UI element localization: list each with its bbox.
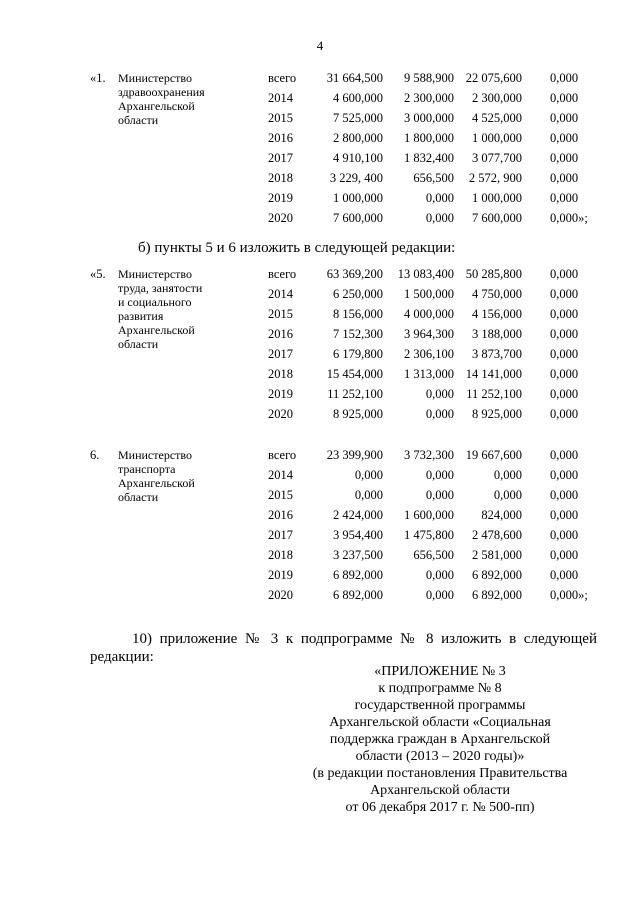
table-row: «1. Министерство здравоохранения Архангельской области всего 31 664,500 9 588,900 22 075,600 0,000 bbox=[0, 68, 640, 88]
table-row: 2018 3 237,500 656,500 2 581,000 0,000 bbox=[268, 548, 579, 562]
paragraph-10: 10) приложение № 3 к подпрограмме № 8 изложить в следующей редакции: bbox=[90, 631, 597, 665]
table-row: 2020 8 925,000 0,000 8 925,000 0,000 bbox=[268, 407, 579, 421]
table-row: 6. Министерство транспорта Архангельской области всего 23 399,900 3 732,300 19 667,600 0,000 bbox=[0, 445, 640, 465]
table-row: 2015 8 156,000 4 000,000 4 156,000 0,000 bbox=[268, 307, 579, 321]
table-row: 2019 1 000,000 0,000 1 000,000 0,000 bbox=[268, 191, 579, 205]
table-row: 2020 7 600,000 0,000 7 600,000 0,000»; bbox=[268, 211, 588, 225]
table-row: 2014 0,000 0,000 0,000 0,000 bbox=[268, 468, 579, 482]
table-row: «5. Министерство труда, занятости и социального развития Архангельской области всего 63 369,200 13 083,400 50 285,800 0,000 bbox=[0, 264, 640, 284]
table-row: 2018 15 454,000 1 313,000 14 141,000 0,000 bbox=[268, 367, 579, 381]
table-row: 2019 11 252,100 0,000 11 252,100 0,000 bbox=[268, 387, 579, 401]
table-row: 2017 3 954,400 1 475,800 2 478,600 0,000 bbox=[268, 528, 579, 542]
table-row: 2014 6 250,000 1 500,000 4 750,000 0,000 bbox=[268, 287, 579, 301]
item-number: 6. bbox=[90, 448, 100, 462]
item-number: «5. bbox=[90, 267, 106, 281]
table-row: 2020 6 892,000 0,000 6 892,000 0,000»; bbox=[268, 588, 588, 602]
table-row: 2019 6 892,000 0,000 6 892,000 0,000 bbox=[268, 568, 579, 582]
table-row: 2017 4 910,100 1 832,400 3 077,700 0,000 bbox=[268, 151, 579, 165]
table-row: 2015 7 525,000 3 000,000 4 525,000 0,000 bbox=[268, 111, 579, 125]
item-number: «1. bbox=[90, 71, 106, 85]
table-row: 2014 4 600,000 2 300,000 2 300,000 0,000 bbox=[268, 91, 579, 105]
appendix-header: «ПРИЛОЖЕНИЕ № 3 к подпрограмме № 8 государственной программы Архангельской области «Социальная поддержка граждан в Архангельской области (2013 – 2020 годы)» (в редакции постановления Правительства Архангельской области от 06 декабря 2017 г. № 500-пп) bbox=[312, 664, 568, 815]
table-block-5 bbox=[0, 264, 640, 424]
table-row: 2017 6 179,800 2 306,100 3 873,700 0,000 bbox=[268, 347, 579, 361]
table-row: 2016 2 800,000 1 800,000 1 000,000 0,000 bbox=[268, 131, 579, 145]
table-row: 2015 0,000 0,000 0,000 0,000 bbox=[268, 488, 579, 502]
table-block-1 bbox=[0, 68, 640, 228]
organization-name: Министерство труда, занятости и социального развития Архангельской области bbox=[118, 267, 203, 351]
table-row: 2018 3 229, 400 656,500 2 572, 900 0,000 bbox=[268, 171, 579, 185]
table-row: 2016 7 152,300 3 964,300 3 188,000 0,000 bbox=[268, 327, 579, 341]
organization-name: Министерство транспорта Архангельской области bbox=[118, 448, 195, 504]
paragraph-b: б) пункты 5 и 6 изложить в следующей редакции: bbox=[138, 240, 456, 256]
page-number: 4 bbox=[316, 38, 324, 53]
table-row: 2016 2 424,000 1 600,000 824,000 0,000 bbox=[268, 508, 579, 522]
organization-name: Министерство здравоохранения Архангельской области bbox=[118, 71, 205, 127]
table-block-6 bbox=[0, 445, 640, 605]
